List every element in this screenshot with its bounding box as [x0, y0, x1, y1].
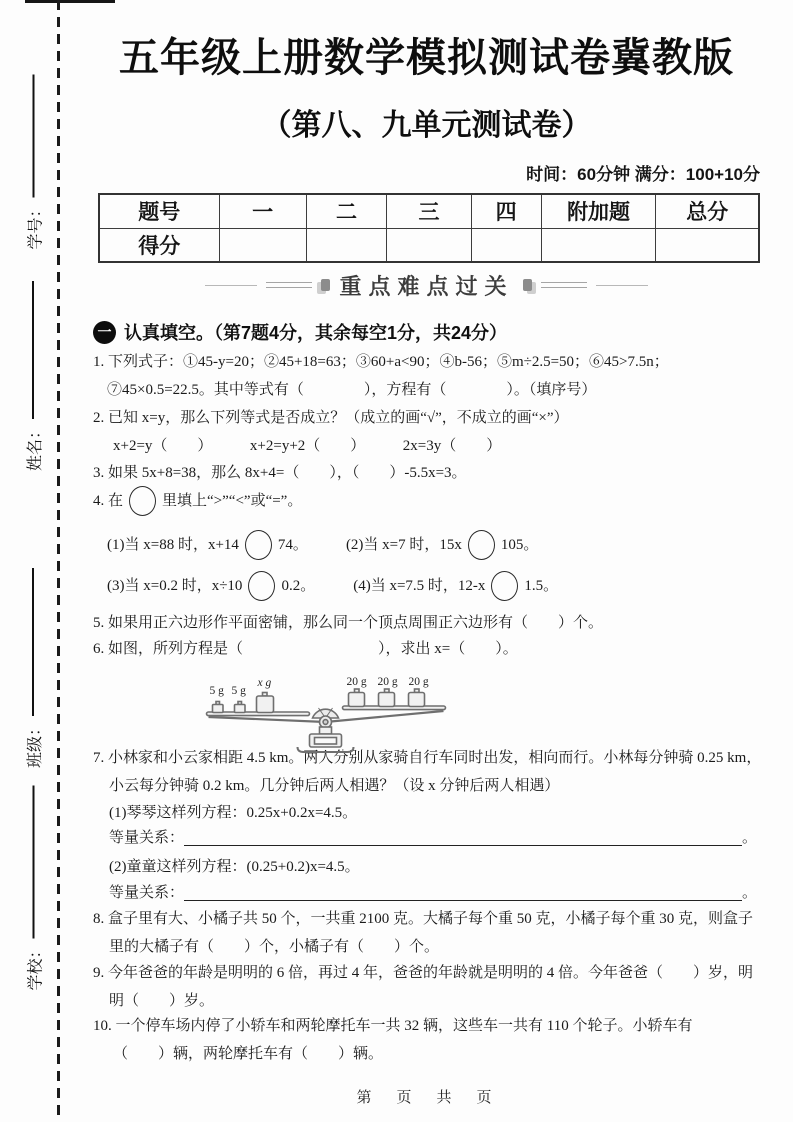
school-field [19, 786, 49, 991]
text-segment: (4)当 x=7.5 时，12-x [353, 578, 486, 594]
questions-area [93, 0, 760, 1122]
weight-label: 20 g [346, 676, 367, 688]
text-segment: 74。 [277, 537, 308, 553]
balance-scale-drawing [198, 656, 453, 756]
student-number-write-line [33, 75, 35, 198]
question-1-line-2: ⑦45×0.5=22.5。其中等式有（ ），方程有（ ）。（填序号） [107, 382, 597, 398]
answer-circle-blank [248, 571, 275, 601]
answer-circle-blank [468, 530, 495, 560]
question-2-line-1: 2. 已知 x=y，那么下列等式是否成立？（成立的画“√”，不成立的画“×”） [93, 410, 569, 426]
name-write-line [32, 281, 34, 419]
question-2-line-2: x+2=y（ ） x+2=y+2（ ） 2x=3y（ ） [113, 438, 502, 454]
student-number-field [19, 75, 49, 250]
answer-underline-blank [184, 885, 742, 901]
question-8-line-2: 里的大橘子有（ ）个，小橘子有（ ）个。 [109, 939, 440, 955]
name-field [18, 281, 48, 471]
question-1-line-1: 1. 下列式子：①45-y=20；②45+18=63；③60+a<90；④b-56；⑤m÷2.5=50；⑥45>7.5n； [93, 354, 669, 370]
question-7-line-1: 7. 小林家和小云家相距 4.5 km。两人分别从家骑自行车同时出发，相向而行。小林每分钟骑 0.25 km， [93, 750, 762, 766]
question-10-line-2: （ ）辆，两轮摩托车有（ ）辆。 [113, 1046, 384, 1062]
time-score-info: 时间：60分钟 满分：100+10分 [526, 165, 760, 184]
score-row-label: 得分 [99, 228, 219, 262]
weight-label: 20 g [408, 676, 429, 688]
fold-dashed-line [57, 0, 60, 1122]
answer-circle-blank [129, 486, 156, 516]
weight-label: x g [257, 677, 272, 689]
answer-circle-blank [245, 530, 272, 560]
class-field [18, 568, 48, 768]
text-segment: 1.5。 [524, 578, 559, 594]
text-segment: 。 [741, 830, 757, 846]
question-10-line-1: 10. 一个停车场内停了小轿车和两轮摩托车一共 32 辆，这些车一共有 110 个轮子。小轿车有 [93, 1018, 693, 1034]
question-7-equation-2: (2)童童这样列方程：(0.25+0.2)x=4.5。 [109, 859, 360, 875]
score-table-header-cell: 二 [306, 194, 387, 228]
score-table-header-cell: 总分 [656, 194, 759, 228]
text-segment: (3)当 x=0.2 时，x÷10 [107, 578, 243, 594]
text-segment: 105。 [500, 537, 539, 553]
score-table-header-cell: 四 [471, 194, 541, 228]
class-write-line [32, 568, 34, 716]
score-table-header-cell: 题号 [99, 194, 219, 228]
question-7-relation-blank-1 [109, 826, 757, 850]
text-segment: 0.2。 [281, 578, 316, 594]
section-number-icon: 一 [93, 321, 116, 344]
question-3: 3. 如果 5x+8=38，那么 8x+4=（ ），（ ）-5.5x=3。 [93, 465, 467, 481]
school-write-line [33, 786, 35, 939]
weight-label: 20 g [377, 676, 398, 688]
question-8-line-1: 8. 盒子里有大、小橘子共 50 个，一共重 2100 克。大橘子每个重 50 克，小橘子每个重 30 克，则盒子 [93, 911, 754, 927]
question-4-intro [93, 482, 302, 520]
answer-underline-blank [184, 830, 742, 846]
page-footer: 第 页 共 页 [356, 1090, 497, 1106]
question-9-line-1: 9. 今年爸爸的年龄是明明的 6 倍，再过 4 年，爸爸的年龄就是明明的 4 倍。今年爸爸（ ）岁，明 [93, 965, 754, 981]
text-segment: (1)当 x=88 时，x+14 [107, 537, 239, 553]
name-label: 姓名： [26, 422, 44, 471]
question-4-items-1-2 [107, 525, 538, 565]
text-segment: 等量关系： [109, 885, 185, 901]
page-title: 五年级上册数学模拟测试卷冀教版 [119, 36, 734, 80]
score-table-header-cell: 三 [387, 194, 471, 228]
question-9-line-2: 明（ ）岁。 [109, 993, 215, 1009]
text-segment: 里填上“>”“<”或“=”。 [162, 493, 303, 509]
question-5: 5. 如果用正六边形作平面密铺，那么同一个顶点周围正六边形有（ ）个。 [93, 615, 604, 631]
question-7-line-2: 小云每分钟骑 0.2 km。几分钟后两人相遇？（设 x 分钟后两人相遇） [109, 778, 560, 794]
text-segment: (2)当 x=7 时，15x [345, 537, 462, 553]
page-subtitle: （第八、九单元测试卷） [261, 109, 592, 142]
question-7-equation-1: (1)琴琴这样列方程：0.25x+0.2x=4.5。 [109, 805, 358, 821]
text-segment: 等量关系： [109, 830, 185, 846]
student-number-label: 学号： [27, 201, 44, 250]
class-label: 班级： [26, 719, 44, 768]
balance-scale-figure [198, 656, 453, 756]
section-1-title: 认真填空。（第7题4分，其余每空1分，共24分） [124, 323, 508, 343]
question-4-items-3-4 [107, 566, 558, 606]
question-7-relation-blank-2 [109, 881, 757, 905]
score-table-header-cell: 一 [219, 194, 306, 228]
question-6: 6. 如图，所列方程是（ ），求出 x=（ ）。 [93, 641, 518, 657]
text-segment: 。 [741, 885, 757, 901]
banner-title: 重点难点过关 [339, 273, 514, 299]
weight-label: 5 g [209, 685, 224, 697]
school-label: 学校： [27, 942, 44, 991]
text-segment: 4. 在 [93, 493, 124, 509]
answer-circle-blank [491, 571, 518, 601]
score-table-header-cell: 附加题 [541, 194, 656, 228]
weight-label: 5 g [231, 685, 246, 697]
